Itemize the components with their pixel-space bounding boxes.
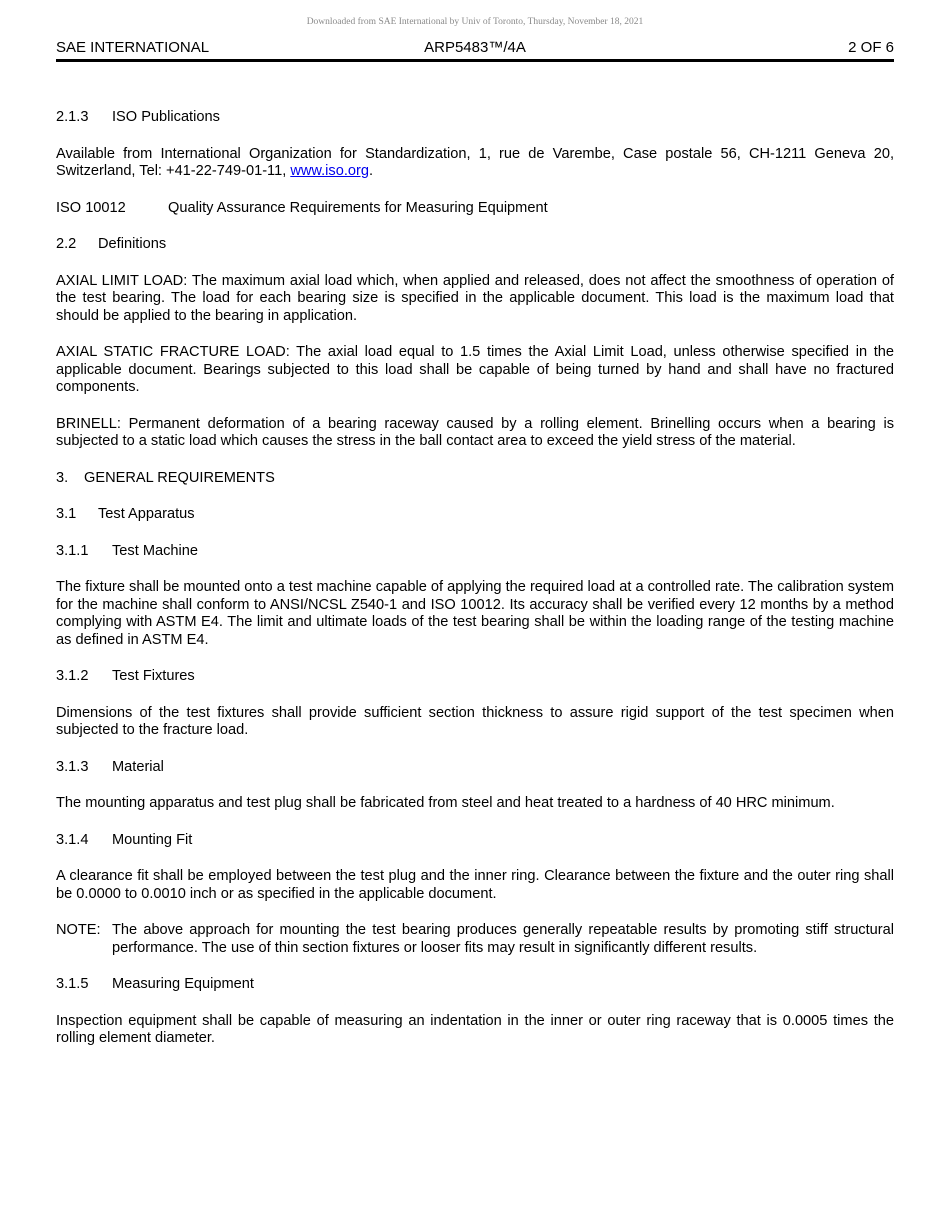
section-heading-3-1 bbox=[56, 506, 894, 524]
section-number: 3.1 bbox=[56, 506, 77, 522]
header-document-number: ARP5483™/4A bbox=[424, 39, 526, 56]
section-number: 3.1.1 bbox=[56, 542, 89, 559]
section-number: 2.1.3 bbox=[56, 109, 89, 125]
definition-axial-limit-load: AXIAL LIMIT LOAD: The maximum axial load which, when applied and released, does not affect the smoothness of operation of the test bearing. The load for each bearing size is specified in the applicable document. This load is the maximum load that should be applied to the bearing in application. bbox=[56, 272, 894, 324]
definition-axial-static-fracture-load: AXIAL STATIC FRACTURE LOAD: The axial load equal to 1.5 times the Axial Limit Load, unless otherwise specified in the applicable document. Bearings subjected to this load shall be capable of being turned by hand and shall have no fractured components. bbox=[56, 344, 894, 395]
paragraph-mounting-fit: A clearance fit shall be employed between the test plug and the inner ring. Clearance between the fixture and the outer ring shall be 0.0000 to 0.0010 inch or as specified in the applicable document. bbox=[56, 868, 894, 902]
header-divider bbox=[56, 59, 894, 62]
iso-availability-text: Available from International Organization for Standardization, 1, rue de Varembe, Case postale 56, CH-1211 Geneva 20, Switzerland, Tel: +41-22-749-01-11, bbox=[56, 145, 894, 179]
section-heading-3-1-5 bbox=[56, 976, 894, 994]
definition-brinell: BRINELL: Permanent deformation of a bearing raceway caused by a rolling element. Brinelling occurs when a bearing is subjected to a static load which causes the stress in the ball contact area to exceed the yield stress of the material. bbox=[56, 415, 894, 449]
reference-id: ISO 10012 bbox=[56, 199, 126, 216]
paragraph-material: The mounting apparatus and test plug shall be fabricated from steel and heat treated to a hardness of 40 HRC minimum. bbox=[56, 795, 835, 811]
section-number: 3.1.3 bbox=[56, 758, 89, 775]
section-heading-2-2 bbox=[56, 236, 894, 254]
paragraph-measuring-equipment: Inspection equipment shall be capable of measuring an indentation in the inner or outer ring raceway that is 0.0005 times the rolling element diameter. bbox=[56, 1012, 894, 1046]
note-text: The above approach for mounting the test bearing produces generally repeatable results by promoting stiff structural performance. The use of thin section fixtures or looser fits may result in significantly different results. bbox=[112, 922, 894, 956]
section-title: Definitions bbox=[98, 236, 167, 252]
section-title: GENERAL REQUIREMENTS bbox=[84, 469, 275, 486]
section-number: 3.1.2 bbox=[56, 668, 89, 684]
section-heading-3-1-3 bbox=[56, 759, 894, 777]
note-block bbox=[56, 922, 894, 957]
section-title: Test Machine bbox=[112, 542, 198, 559]
section-title: Material bbox=[112, 758, 164, 775]
iso-availability-paragraph bbox=[56, 146, 894, 181]
header-organization: SAE INTERNATIONAL bbox=[56, 39, 210, 56]
section-number: 3.1.5 bbox=[56, 976, 89, 992]
iso-website-link[interactable]: www.iso.org bbox=[290, 163, 369, 179]
section-heading-2-1-3 bbox=[56, 109, 894, 127]
section-title: Measuring Equipment bbox=[112, 976, 254, 992]
note-label: NOTE: bbox=[56, 922, 101, 938]
section-heading-3 bbox=[56, 470, 894, 488]
section-heading-3-1-4 bbox=[56, 832, 894, 850]
section-number: 2.2 bbox=[56, 236, 77, 252]
paragraph-test-fixtures: Dimensions of the test fixtures shall provide sufficient section thickness to assure rigid support of the test specimen when subjected to the fracture load. bbox=[56, 704, 894, 738]
iso-availability-end: . bbox=[368, 163, 374, 179]
section-number: 3. bbox=[56, 469, 69, 486]
section-number: 3.1.4 bbox=[56, 831, 89, 848]
section-heading-3-1-2 bbox=[56, 668, 894, 686]
download-watermark: Downloaded from SAE International by Univ of Toronto, Thursday, November 18, 2021 bbox=[306, 17, 644, 27]
reference-title: Quality Assurance Requirements for Measuring Equipment bbox=[168, 199, 548, 216]
document-body bbox=[56, 109, 894, 1067]
section-title: Mounting Fit bbox=[112, 831, 193, 848]
paragraph-test-machine: The fixture shall be mounted onto a test machine capable of applying the required load at a controlled rate. The calibration system for the machine shall conform to ANSI/NCSL Z540-1 and ISO 10012. Its accuracy shall be verified every 12 months by a method complying with ASTM E4. The limit and ultimate loads of the test bearing shall be within the loading range of the testing machine as defined in ASTM E4. bbox=[56, 579, 894, 648]
section-title: Test Fixtures bbox=[112, 668, 195, 684]
section-heading-3-1-1 bbox=[56, 543, 894, 561]
header-page-number: 2 OF 6 bbox=[848, 39, 894, 56]
page-header bbox=[56, 38, 894, 60]
section-title: Test Apparatus bbox=[98, 506, 195, 522]
reference-iso-10012 bbox=[56, 200, 894, 218]
section-title: ISO Publications bbox=[112, 109, 220, 125]
